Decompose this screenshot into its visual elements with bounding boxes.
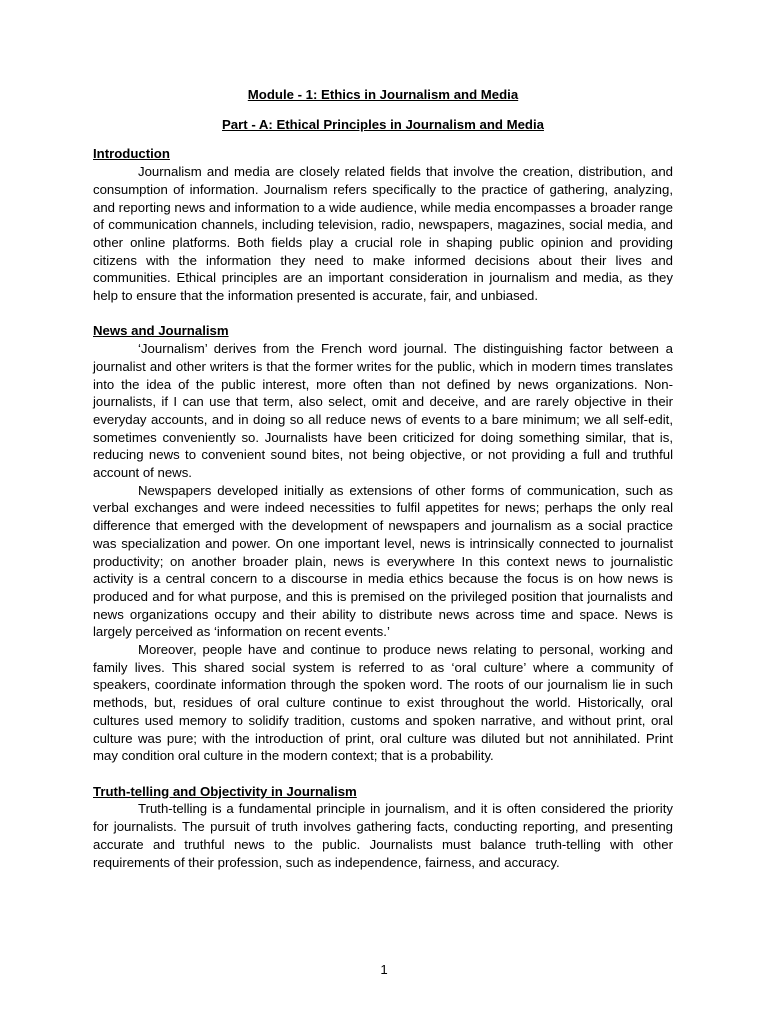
section-heading-introduction: Introduction: [93, 146, 170, 162]
paragraph: Journalism and media are closely related fields that involve the creation, distribution, and consumption of information. Journalism refers specifically to the practice of gathering, analyzing, and reporting news and information to a wide audience, while media encompasses a broader range of communication channels, including television, radio, newspapers, magazines, social media, and other online platforms. Both fields play a crucial role in shaping public opinion and providing citizens with the information they need to make informed decisions about their lives and communities. Ethical principles are an important consideration in journalism and media, as they help to ensure that the information presented is accurate, fair, and unbiased.: [93, 164, 673, 304]
paragraph: Truth-telling is a fundamental principle in journalism, and it is often considered the priority for journalists. The pursuit of truth involves gathering facts, conducting reporting, and presenting accurate and truthful news to the public. Journalists must balance truth-telling with other requirements of their profession, such as independence, fairness, and accuracy.: [93, 801, 673, 870]
section-heading-truth-telling: Truth-telling and Objectivity in Journalism: [93, 783, 357, 799]
module-title: Module - 1: Ethics in Journalism and Media: [247, 87, 519, 102]
section-introduction: [93, 145, 673, 304]
section-heading-news-and-journalism: News and Journalism: [93, 323, 229, 339]
page-number: 1: [380, 962, 388, 977]
paragraph: ‘Journalism’ derives from the French word journal. The distinguishing factor between a journalist and other writers is that the former writes for the public, which in modern times translates into the idea of the public interest, more often than not defined by news organizations. Non-journalists, if I can use that term, also select, omit and deceive, and are rarely objective in their everyday accounts, and in doing so all reduce news of events to a bare minimum; we all self-edit, sometimes conveniently so. Journalists have been criticized for doing something similar, that is, reducing news to convenient sound bites, not being objective, or not providing a full and truthful account of news.: [93, 341, 673, 481]
paragraph: Moreover, people have and continue to produce news relating to personal, working and family lives. This shared social system is referred to as ‘oral culture’ where a community of speakers, coordinate information through the spoken word. The roots of our journalism lie in such methods, but, residues of oral culture continue to exist throughout the world. Historically, oral cultures used memory to solidify tradition, customs and spoken narrative, and without print, oral culture was pure; with the introduction of print, oral culture was diluted but not annihilated. Print may condition oral culture in the modern context; that is a probability.: [93, 642, 673, 764]
paragraph: Newspapers developed initially as extensions of other forms of communication, such as verbal exchanges and were indeed necessities to fulfil appetites for news; perhaps the only real difference that emerged with the development of newspapers and journalism as a social practice was specialization and power. On one important level, news is intrinsically connected to journalist productivity; on another broader plain, news is everywhere In this context news to journalistic activity is a central concern to a discourse in media ethics because the focus is on how news is produced and for what purpose, and this is premised on the privileged position that journalists and news organizations occupy and their ability to distribute news across time and space. News is largely perceived as ‘information on recent events.’: [93, 482, 673, 640]
document-page: [93, 86, 673, 871]
section-news-and-journalism: [93, 322, 673, 765]
section-spacer: [93, 305, 673, 323]
section-truth-telling: [93, 783, 673, 872]
part-title: Part - A: Ethical Principles in Journalism and Media: [222, 116, 544, 132]
section-spacer: [93, 765, 673, 783]
